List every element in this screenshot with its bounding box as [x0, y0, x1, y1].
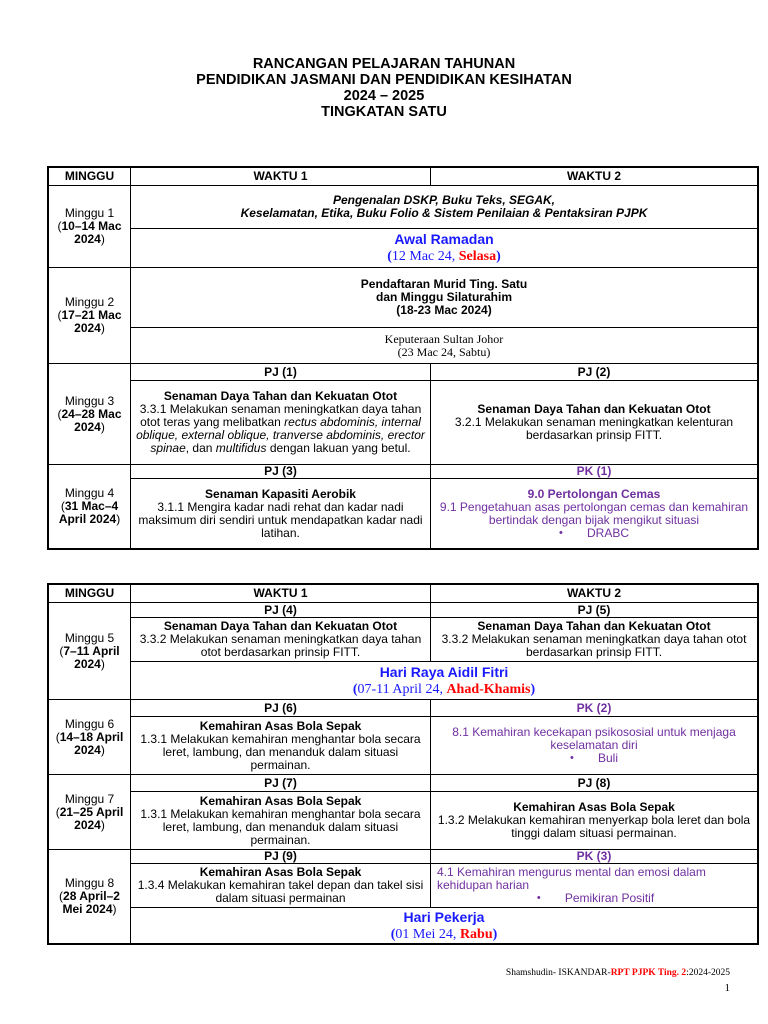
- week-label: Minggu 6: [64, 716, 115, 731]
- header-minggu: MINGGU: [49, 585, 131, 603]
- lesson-code: PK (1): [431, 465, 758, 479]
- bullet-list: [434, 527, 754, 540]
- lesson-text: 3.2.1 Melakukan senaman meningkatkan kelenturan berdasarkan prinsip FITT.: [454, 415, 734, 442]
- table-row: [49, 908, 758, 944]
- lesson-code: PK (2): [431, 700, 758, 717]
- week-dates: 7–11 April 2024: [63, 643, 120, 671]
- lesson-code: PJ (3): [131, 465, 431, 479]
- event-day: Rabu: [459, 926, 493, 942]
- schedule-table-1: [48, 167, 758, 549]
- table-row: [49, 775, 758, 792]
- lesson-title: Senaman Daya Tahan dan Kekuatan Otot: [163, 389, 398, 403]
- event-date: (12 Mac 24, Selasa): [387, 249, 501, 264]
- lesson-cell: [431, 618, 758, 662]
- lesson-title: Senaman Daya Tahan dan Kekuatan Otot: [477, 402, 711, 416]
- week-dates: 17–21 Mac 2024: [61, 308, 122, 335]
- lesson-text: 1.3.4 Melakukan kemahiran takel depan dan takel sisi dalam situasi permainan: [137, 878, 424, 905]
- lesson-text: 3.1.1 Mengira kadar nadi rehat dan kadar nadi maksimum diri sendiri untuk mendapatkan kadar nadi latihan.: [138, 499, 423, 540]
- week-dates: 14–18 April 2024: [59, 729, 124, 757]
- intro-cell: [131, 186, 758, 229]
- table-row: [49, 717, 758, 775]
- bullet-list: [437, 892, 754, 905]
- table-header-row: [49, 585, 758, 603]
- week-label: Minggu 5: [64, 630, 115, 645]
- lesson-text: 1.3.1 Melakukan kemahiran menghantar bola secara leret, lambung, dan menanduk dalam situasi permainan.: [140, 806, 421, 847]
- registration-line-2: dan Minggu Silaturahim: [375, 290, 512, 304]
- table-row: [49, 364, 758, 381]
- lesson-cell: [131, 381, 431, 465]
- lesson-text: 3.3.1 Melakukan senaman meningkatkan daya tahan otot teras yang melibatkan rectus abdominis, internal oblique, external oblique, tranverse abdominis, erector spinae, dan multifidus dengan lakuan yang betul.: [136, 402, 425, 455]
- lesson-code: PJ (6): [131, 700, 431, 717]
- lesson-code: PJ (1): [131, 364, 431, 381]
- week-dates: 10–14 Mac 2024: [61, 219, 122, 246]
- week-label: Minggu 2: [64, 295, 115, 309]
- event-cell: [131, 908, 758, 944]
- lesson-cell: [431, 717, 758, 775]
- lesson-cell: [131, 792, 431, 850]
- table-row: [49, 850, 758, 864]
- footer-year: :2024-2025: [686, 968, 730, 978]
- page-number: 1: [724, 982, 730, 994]
- schedule-table-2: [48, 584, 758, 944]
- header-waktu-1: WAKTU 1: [131, 168, 431, 186]
- table-row: [49, 864, 758, 908]
- week-label: Minggu 4: [64, 486, 115, 500]
- week-label: Minggu 7: [64, 791, 115, 806]
- registration-line-1: Pendaftaran Murid Ting. Satu: [360, 277, 528, 291]
- week-cell: Minggu 3 (24–28 Mac 2024): [49, 364, 131, 465]
- list-item: • DRABC: [559, 527, 629, 540]
- lesson-title: Kemahiran Asas Bola Sepak: [513, 800, 675, 814]
- table-row: [49, 700, 758, 717]
- lesson-code: PK (3): [431, 850, 758, 864]
- week-dates: 21–25 April 2024: [59, 804, 124, 832]
- list-item: • Buli: [570, 752, 618, 765]
- lesson-cell: [431, 381, 758, 465]
- lesson-cell: [131, 479, 431, 549]
- week-dates: 31 Mac–4 April 2024: [58, 499, 119, 526]
- event-cell: [131, 229, 758, 268]
- footer-author: Shamshudin- ISKANDAR-: [505, 968, 611, 978]
- table-row: [49, 792, 758, 850]
- lesson-code: PJ (9): [131, 850, 431, 864]
- table-row: [49, 479, 758, 549]
- lesson-cell: [431, 792, 758, 850]
- lesson-title: Senaman Kapasiti Aerobik: [205, 486, 356, 501]
- event-date: (07-11 April 24, Ahad-Khamis): [352, 681, 536, 697]
- lesson-text: 3.3.2 Melakukan senaman meningkatkan daya tahan otot berdasarkan prinsip FITT.: [441, 632, 747, 659]
- lesson-code: PJ (2): [431, 364, 758, 381]
- week-cell: Minggu 7 (21–25 April 2024): [49, 775, 131, 850]
- table-header-row: [49, 168, 758, 186]
- lesson-cell: [131, 864, 431, 908]
- lesson-code: PJ (7): [131, 775, 431, 792]
- lesson-cell: [131, 717, 431, 775]
- event-day: Selasa: [458, 249, 497, 264]
- event-name: Hari Raya Aidil Fitri: [379, 663, 509, 680]
- lesson-text: 9.1 Pengetahuan asas pertolongan cemas dan kemahiran bertindak dengan bijak mengikut situasi: [439, 499, 749, 527]
- lesson-text: 1.3.2 Melakukan kemahiran menyerkap bola leret dan bola tinggi dalam situasi permainan.: [437, 813, 751, 840]
- lesson-title: Kemahiran Asas Bola Sepak: [199, 865, 362, 879]
- lesson-title: 9.0 Pertolongan Cemas: [527, 486, 661, 501]
- week-cell: Minggu 4 (31 Mac–4 April 2024): [49, 465, 131, 549]
- table-row: [49, 229, 758, 268]
- event-cell: [131, 662, 758, 700]
- lesson-title: Kemahiran Asas Bola Sepak: [199, 793, 362, 808]
- lesson-title: Senaman Daya Tahan dan Kekuatan Otot: [163, 619, 398, 633]
- lesson-cell: [431, 864, 758, 908]
- title-line-2: PENDIDIKAN JASMANI DAN PENDIDIKAN KESIHATAN: [196, 72, 572, 88]
- lesson-cell: [431, 479, 758, 549]
- week-cell: Minggu 6 (14–18 April 2024): [49, 700, 131, 775]
- event-name: Hari Pekerja: [403, 908, 485, 925]
- event-date: (01 Mei 24, Rabu): [390, 926, 498, 942]
- list-item: • Pemikiran Positif: [537, 892, 654, 905]
- lesson-cell: [131, 618, 431, 662]
- table-row: [49, 381, 758, 465]
- week-dates: 28 April–2 Mei 2024: [62, 889, 120, 916]
- lesson-text: 4.1 Kemahiran mengurus mental dan emosi dalam kehidupan harian: [437, 865, 706, 892]
- table-row: [49, 662, 758, 700]
- registration-line-3: (18-23 Mac 2024): [396, 303, 492, 317]
- intro-line-2: Keselamatan, Etika, Buku Folio & Sistem Penilaian & Pentaksiran PJPK: [240, 206, 648, 220]
- header-waktu-2: WAKTU 2: [431, 585, 758, 603]
- week-cell: Minggu 1 (10–14 Mac 2024): [49, 186, 131, 268]
- title-line-3: 2024 – 2025: [343, 88, 425, 104]
- header-minggu: MINGGU: [49, 168, 131, 186]
- table-row: [49, 268, 758, 328]
- table-row: [49, 186, 758, 229]
- page-footer: [0, 968, 730, 978]
- event-day: Ahad-Khamis: [446, 681, 531, 697]
- week-cell: Minggu 5 (7–11 April 2024): [49, 603, 131, 700]
- lesson-code: PJ (4): [131, 603, 431, 618]
- week-label: Minggu 8: [64, 876, 115, 890]
- event-name: Awal Ramadan: [394, 231, 494, 247]
- table-row: [49, 618, 758, 662]
- lesson-title: Senaman Daya Tahan dan Kekuatan Otot: [477, 619, 711, 633]
- lesson-code: PJ (8): [431, 775, 758, 792]
- week-label: Minggu 3: [64, 393, 115, 408]
- table-row: [49, 465, 758, 479]
- lesson-code: PJ (5): [431, 603, 758, 618]
- lesson-text: 1.3.1 Melakukan kemahiran menghantar bola secara leret, lambung, dan menanduk dalam situasi permainan.: [140, 731, 421, 772]
- week-cell: Minggu 8 (28 April–2 Mei 2024): [49, 850, 131, 944]
- week-cell: Minggu 2 (17–21 Mac 2024): [49, 268, 131, 364]
- week-dates: 24–28 Mac 2024: [61, 406, 122, 434]
- week-label: Minggu 1: [64, 206, 115, 220]
- registration-cell: [131, 268, 758, 328]
- holiday-name: Keputeraan Sultan Johor: [384, 331, 504, 346]
- holiday-date: (23 Mac 24, Sabtu): [397, 344, 491, 359]
- lesson-text: 3.3.2 Melakukan senaman meningkatkan daya tahan otot berdasarkan prinsip FITT.: [139, 632, 422, 659]
- lesson-text: 8.1 Kemahiran kecekapan psikososial untuk menjaga keselamatan diri: [452, 725, 736, 752]
- holiday-cell: [131, 328, 758, 364]
- title-line-1: RANCANGAN PELAJARAN TAHUNAN: [252, 56, 516, 72]
- table-row: [49, 328, 758, 364]
- header-waktu-1: WAKTU 1: [131, 585, 431, 603]
- document-title: [0, 56, 768, 120]
- title-line-4: TINGKATAN SATU: [321, 104, 447, 120]
- lesson-title: Kemahiran Asas Bola Sepak: [199, 718, 362, 733]
- intro-line-1: Pengenalan DSKP, Buku Teks, SEGAK,: [332, 193, 556, 207]
- header-waktu-2: WAKTU 2: [431, 168, 758, 186]
- table-row: [49, 603, 758, 618]
- footer-doc: RPT PJPK Ting. 2: [610, 968, 687, 978]
- bullet-list: [434, 752, 754, 765]
